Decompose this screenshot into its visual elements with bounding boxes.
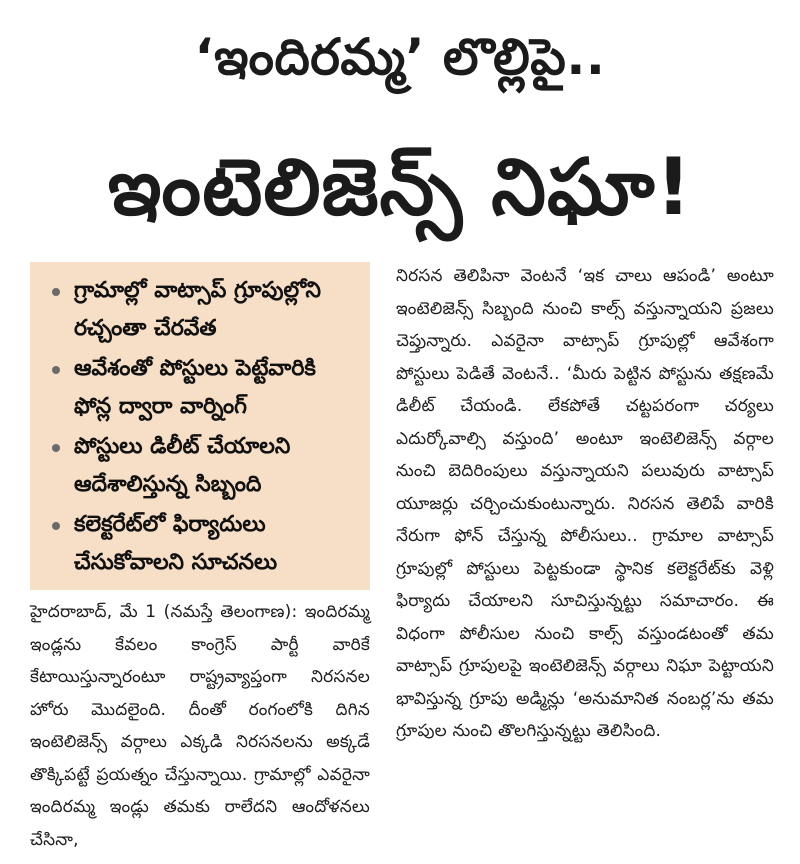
highlight-item (48, 506, 358, 582)
article-body-right: నిరసన తెలిపినా వెంటనే ‘ఇక చాలు ఆపండి’ అంటూ ఇంటెలిజెన్స్ సిబ్బంది నుంచి కాల్స్ వస్తున్నాయని ప్రజలు చెప్తున్నారు. ఎవరైనా వాట్సాప్ గ్రూపుల్లో ఆవేశంగా పోస్టులు పెడితే వెంటనే.. ‘మీరు పెట్టిన పోస్టును తక్షణమే డిలీట్ చేయండి. లేకపోతే చట్టపరంగా చర్యలు ఎదుర్కోవాల్సి వస్తుంది’ అంటూ ఇంటెలిజెన్స్ వర్గాల నుంచి బెదిరింపులు వస్తున్నాయని పలువురు వాట్సాప్ యూజర్లు చర్చించుకుంటున్నారు. నిరసన తెలిపే వారికి నేరుగా ఫోన్ చేస్తున్న పోలీసులు.. గ్రామాల వాట్సాప్ గ్రూపుల్లో పోస్టులు పెట్టకుండా స్థానిక కలెక్టరేట్‌కు వెళ్లి ఫిర్యాదు చేయాలని సూచిస్తున్నట్టు సమాచారం. ఈ విధంగా పోలీసుల నుంచి కాల్స్ వస్తుండటంతో తమ వాట్సాప్ గ్రూపులపై ఇంటెలిజెన్స్ వర్గాలు నిఘా పెట్టాయని భావిస్తున్న గ్రూపు అడ్మిన్లు ‘అనుమానిత నంబర్ల’ను తమ గ్రూపుల నుంచి తొలగిస్తున్నట్టు తెలిసింది. (396, 266, 774, 741)
highlight-text: ఆవేశంతో పోస్టులు పెట్టేవారికి ఫోన్ల ద్వారా వార్నింగ్ (74, 356, 316, 419)
bullet-icon (52, 366, 60, 374)
highlight-text: కలెక్టరేట్‌లో ఫిర్యాదులు చేసుకోవాలని సూచనలు (74, 512, 278, 575)
highlight-text: పోస్టులు డిలీట్ చేయాలని ఆదేశాలిస్తున్న సిబ్బంది (74, 434, 291, 497)
highlight-item (48, 428, 358, 504)
article-body-left: ఇందిరమ్మ ఇండ్లను కేవలం కాంగ్రెస్ పార్టీ వారికే కేటాయిస్తున్నారంటూ రాష్ట్రవ్యాప్తంగా నిరసనల హోరు మొదలైంది. దీంతో రంగంలోకి దిగిన ఇంటెలిజెన్స్ వర్గాలు ఎక్కడి నిరసనలను అక్కడే తొక్కిపట్టే ప్రయత్నం చేస్తున్నాయి. గ్రామాల్లో ఎవరైనా ఇందిరమ్మ ఇండ్లు తమకు రాలేదని ఆందోళనలు చేసినా, (30, 602, 370, 850)
highlight-text: గ్రామాల్లో వాట్సాప్ గ్రూపుల్లోని రచ్చంతా చేరవేత (74, 278, 322, 341)
article-right-column (396, 260, 774, 860)
bullet-icon (52, 288, 60, 296)
article-left-column (30, 596, 370, 860)
dateline: హైదరాబాద్, మే 1 (నమస్తే తెలంగాణ): (30, 602, 298, 622)
highlights-list (48, 272, 358, 582)
article-paragraph-left (30, 596, 370, 856)
headline-line-2: ఇంటెలిజెన్స్ నిఘా! (107, 143, 693, 233)
highlight-item (48, 350, 358, 426)
bullet-icon (52, 444, 60, 452)
headline-line-1: ‘ఇందిరమ్మ’ లొల్లిపై.. (194, 28, 606, 86)
bullet-icon (52, 522, 60, 530)
highlights-box (30, 262, 370, 590)
highlight-item (48, 272, 358, 348)
